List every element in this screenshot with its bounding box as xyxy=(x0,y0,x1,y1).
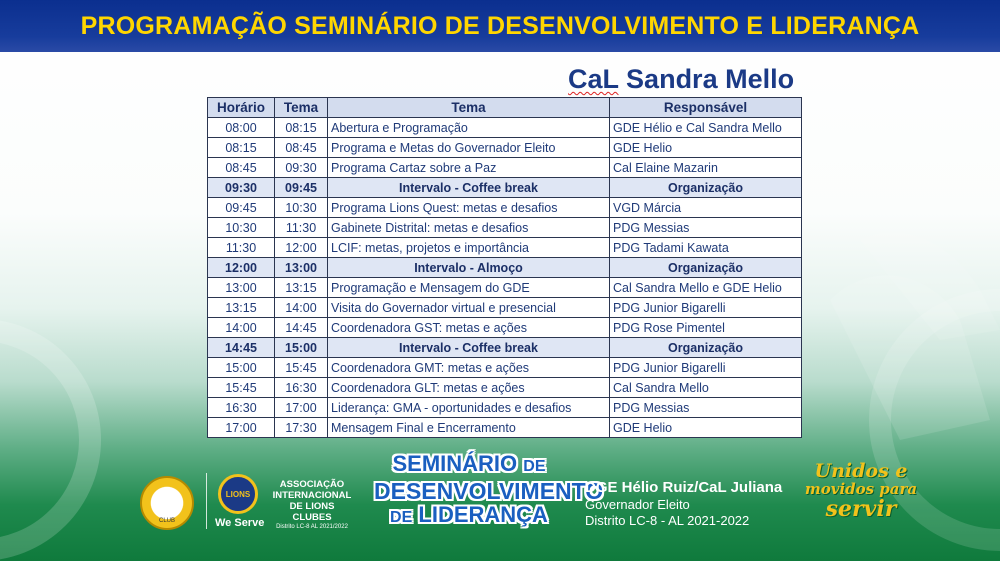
end-time-cell: 16:30 xyxy=(275,378,328,398)
start-time-cell: 13:15 xyxy=(208,298,275,318)
coordinator-title xyxy=(568,64,794,95)
topic-cell: Programação e Mensagem do GDE xyxy=(328,278,610,298)
topic-cell: Mensagem Final e Encerramento xyxy=(328,418,610,438)
slogan-line2: movidos para xyxy=(804,480,918,498)
seminar-logo xyxy=(374,451,604,530)
start-time-cell: 08:00 xyxy=(208,118,275,138)
topic-cell: LCIF: metas, projetos e importância xyxy=(328,238,610,258)
seminar-logo-de2: DE xyxy=(390,509,413,526)
table-row xyxy=(208,238,802,258)
start-time-cell: 15:00 xyxy=(208,358,275,378)
topic-cell: Coordenadora GMT: metas e ações xyxy=(328,358,610,378)
end-time-cell: 12:00 xyxy=(275,238,328,258)
topic-cell: Visita do Governador virtual e presencial xyxy=(328,298,610,318)
start-time-cell: 14:45 xyxy=(208,338,275,358)
slogan xyxy=(800,462,922,520)
responsible-cell: PDG Messias xyxy=(610,218,802,238)
responsible-cell: GDE Helio xyxy=(610,418,802,438)
column-header-topic: Tema xyxy=(328,98,610,118)
start-time-cell: 17:00 xyxy=(208,418,275,438)
governor-info xyxy=(585,479,782,528)
slogan-line1: Unidos e xyxy=(814,460,908,482)
end-time-cell: 11:30 xyxy=(275,218,328,238)
seminar-logo-line2: DESENVOLVIMENTO xyxy=(374,478,604,504)
end-time-cell: 17:00 xyxy=(275,398,328,418)
topic-cell: Programa e Metas do Governador Eleito xyxy=(328,138,610,158)
column-header-start: Horário xyxy=(208,98,275,118)
start-time-cell: 09:45 xyxy=(208,198,275,218)
association-line4: Distrito LC-8 AL 2021/2022 xyxy=(276,524,348,530)
start-time-cell: 08:15 xyxy=(208,138,275,158)
slogan-line3: servir xyxy=(825,496,897,522)
coordinator-name: Sandra Mello xyxy=(626,64,795,94)
table-row xyxy=(208,198,802,218)
start-time-cell: 09:30 xyxy=(208,178,275,198)
governor-name: DGE Hélio Ruiz/CaL Juliana xyxy=(585,479,783,496)
break-row xyxy=(208,338,802,358)
start-time-cell: 12:00 xyxy=(208,258,275,278)
schedule-table xyxy=(207,97,802,438)
topic-cell: Coordenadora GLT: metas e ações xyxy=(328,378,610,398)
responsible-cell: PDG Junior Bigarelli xyxy=(610,358,802,378)
break-row xyxy=(208,258,802,278)
end-time-cell: 09:30 xyxy=(275,158,328,178)
seminar-logo-line1: SEMINÁRIO xyxy=(392,451,518,476)
lions-logo xyxy=(218,474,258,514)
responsible-cell: PDG Rose Pimentel xyxy=(610,318,802,338)
table-row xyxy=(208,418,802,438)
responsible-cell: GDE Hélio e Cal Sandra Mello xyxy=(610,118,802,138)
we-serve-label: We Serve xyxy=(215,517,265,529)
table-row xyxy=(208,138,802,158)
seminar-logo-line3: LIDERANÇA xyxy=(418,502,548,527)
governor-role: Governador Eleito xyxy=(585,497,690,512)
responsible-cell: PDG Messias xyxy=(610,398,802,418)
association-line3: DE LIONS CLUBES xyxy=(289,501,335,523)
end-time-cell: 15:45 xyxy=(275,358,328,378)
end-time-cell: 08:45 xyxy=(275,138,328,158)
seminar-logo-de1: DE xyxy=(523,458,546,475)
responsible-cell: Cal Sandra Mello e GDE Helio xyxy=(610,278,802,298)
start-time-cell: 08:45 xyxy=(208,158,275,178)
responsible-cell: Cal Sandra Mello xyxy=(610,378,802,398)
table-row xyxy=(208,298,802,318)
page-title: PROGRAMAÇÃO SEMINÁRIO DE DESENVOLVIMENTO E LIDERANÇA xyxy=(80,11,920,40)
end-time-cell: 14:45 xyxy=(275,318,328,338)
responsible-cell: PDG Junior Bigarelli xyxy=(610,298,802,318)
topic-cell: Liderança: GMA - oportunidades e desafios xyxy=(328,398,610,418)
table-row xyxy=(208,118,802,138)
start-time-cell: 15:45 xyxy=(208,378,275,398)
start-time-cell: 13:00 xyxy=(208,278,275,298)
table-row xyxy=(208,318,802,338)
end-time-cell: 14:00 xyxy=(275,298,328,318)
topic-cell: Gabinete Distrital: metas e desafios xyxy=(328,218,610,238)
responsible-cell: Cal Elaine Mazarin xyxy=(610,158,802,178)
start-time-cell: 10:30 xyxy=(208,218,275,238)
topic-cell: Programa Lions Quest: metas e desafios xyxy=(328,198,610,218)
end-time-cell: 08:15 xyxy=(275,118,328,138)
end-time-cell: 15:00 xyxy=(275,338,328,358)
topic-cell: Coordenadora GST: metas e ações xyxy=(328,318,610,338)
table-row xyxy=(208,398,802,418)
end-time-cell: 09:45 xyxy=(275,178,328,198)
responsible-cell: Organização xyxy=(610,338,802,358)
start-time-cell: 14:00 xyxy=(208,318,275,338)
topic-cell: Intervalo - Coffee break xyxy=(328,338,610,358)
end-time-cell: 10:30 xyxy=(275,198,328,218)
table-row xyxy=(208,358,802,378)
footer-divider xyxy=(206,473,207,529)
topic-cell: Abertura e Programação xyxy=(328,118,610,138)
table-row xyxy=(208,218,802,238)
topic-cell: Programa Cartaz sobre a Paz xyxy=(328,158,610,178)
break-row xyxy=(208,178,802,198)
topic-cell: Intervalo - Coffee break xyxy=(328,178,610,198)
end-time-cell: 13:00 xyxy=(275,258,328,278)
topic-cell: Intervalo - Almoço xyxy=(328,258,610,278)
lions-logo-text: LIONS xyxy=(225,489,251,499)
association-line1: ASSOCIAÇÃO xyxy=(279,479,345,490)
responsible-cell: Organização xyxy=(610,178,802,198)
table-row xyxy=(208,158,802,178)
responsible-cell: GDE Helio xyxy=(610,138,802,158)
responsible-cell: Organização xyxy=(610,258,802,278)
table-row xyxy=(208,278,802,298)
end-time-cell: 13:15 xyxy=(275,278,328,298)
table-header-row xyxy=(208,98,802,118)
start-time-cell: 16:30 xyxy=(208,398,275,418)
governor-district: Distrito LC-8 - AL 2021-2022 xyxy=(585,513,750,528)
table-row xyxy=(208,378,802,398)
end-time-cell: 17:30 xyxy=(275,418,328,438)
coordinator-prefix: CaL xyxy=(568,64,619,94)
responsible-cell: PDG Tadami Kawata xyxy=(610,238,802,258)
column-header-responsible: Responsável xyxy=(610,98,802,118)
column-header-end: Tema xyxy=(275,98,328,118)
club-badge-text: CLUB xyxy=(158,518,175,524)
association-label xyxy=(272,479,352,531)
start-time-cell: 11:30 xyxy=(208,238,275,258)
responsible-cell: VGD Márcia xyxy=(610,198,802,218)
club-badge-logo xyxy=(140,476,194,530)
association-line2: INTERNACIONAL xyxy=(272,490,352,501)
header-banner xyxy=(0,0,1000,52)
